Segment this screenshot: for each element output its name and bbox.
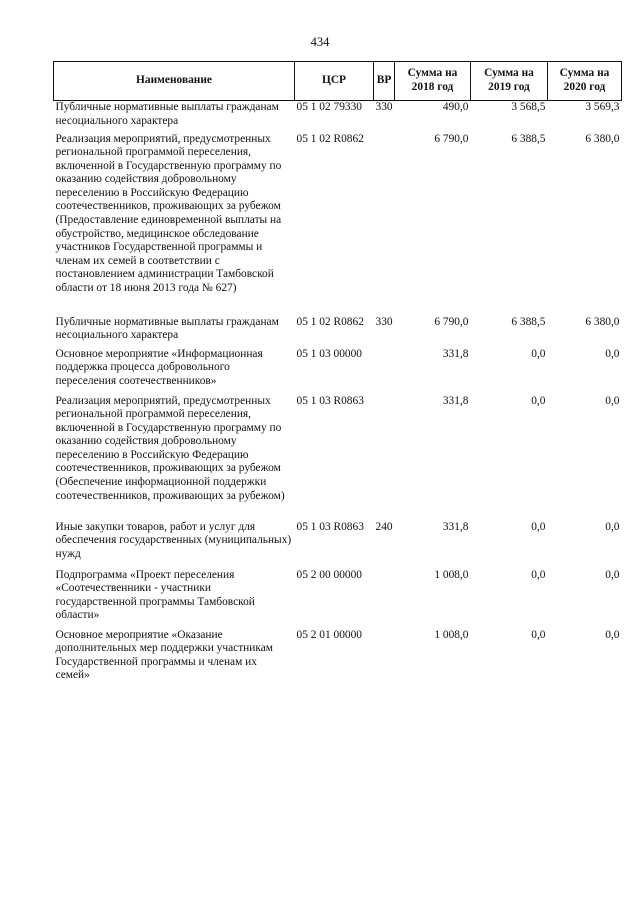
row-csr: 05 1 02 R0862 xyxy=(296,132,364,145)
row-csr: 05 1 03 R0863 xyxy=(296,520,364,533)
row-sum-2020: 3 569,3 xyxy=(585,101,620,113)
row-sum-2019: 0,0 xyxy=(531,628,546,641)
row-csr: 05 2 01 00000 xyxy=(296,628,362,641)
row-sum-2018: 331,8 xyxy=(442,347,469,360)
row-vr xyxy=(374,569,395,629)
row-sum-2019: 0,0 xyxy=(531,394,546,407)
row-sum-2018: 331,8 xyxy=(442,394,469,407)
row-sum-2018: 6 790,0 xyxy=(434,315,469,328)
row-name: Реализация мероприятий, предусмотренных региональной программой переселения, включенной в Государственную программу по оказанию содействия добровольному переселению в Российскую Федерацию соотечественников, проживающих за рубежом (Обеспечение информационной поддержки соотечественников, проживающих за рубежом) xyxy=(55,394,285,502)
row-vr xyxy=(374,348,395,395)
row-sum-2020: 6 380,0 xyxy=(585,132,620,145)
row-sum-2018: 1 008,0 xyxy=(434,568,469,581)
row-name: Публичные нормативные выплаты гражданам несоциального характера xyxy=(55,101,279,127)
row-sum-2020: 0,0 xyxy=(605,568,620,581)
row-sum-2018: 490,0 xyxy=(442,101,469,113)
row-sum-2019: 3 568,5 xyxy=(511,101,546,113)
row-name: Иные закупки товаров, работ и услуг для обеспечения государственных (муниципальных) нужд xyxy=(55,520,292,560)
row-csr: 05 1 03 R0863 xyxy=(296,394,364,407)
header-sum-2018: Сумма на 2018 год xyxy=(395,62,471,101)
table-header xyxy=(54,62,622,101)
row-name: Публичные нормативные выплаты гражданам несоциального характера xyxy=(55,315,279,342)
row-vr: 330 xyxy=(375,315,393,328)
row-name: Реализация мероприятий, предусмотренных региональной программой переселения, включенной в Государственную программу по оказанию содействия добровольному переселению в Российскую Федерацию соотечественников, проживающих за рубежом (Предоставление единовременной выплаты на обустройство, медицинское обследование участников Государственной программы и членам их семей в соответствии с постановлением администрации Тамбовской области от 18 июня 2013 года № 627) xyxy=(55,132,282,295)
row-name: Основное мероприятие «Информационная поддержка процесса добровольного переселения соотечественников» xyxy=(55,347,263,387)
row-vr xyxy=(374,629,395,689)
row-sum-2019: 6 388,5 xyxy=(511,315,546,328)
row-csr: 05 1 03 00000 xyxy=(296,347,362,360)
row-sum-2019: 0,0 xyxy=(531,520,546,533)
table-row xyxy=(54,101,622,133)
header-sum-2019: Сумма на 2019 год xyxy=(471,62,548,101)
row-sum-2019: 0,0 xyxy=(531,347,546,360)
row-sum-2020: 0,0 xyxy=(605,347,620,360)
row-sum-2020: 0,0 xyxy=(605,394,620,407)
table-row xyxy=(54,348,622,395)
row-name: Основное мероприятие «Оказание дополнительных мер поддержки участникам Государственной программы и членам их семей» xyxy=(55,628,274,682)
row-sum-2020: 0,0 xyxy=(605,628,620,641)
table-body xyxy=(54,101,622,689)
row-sum-2018: 331,8 xyxy=(442,520,469,533)
table-row xyxy=(54,629,622,689)
row-sum-2020: 0,0 xyxy=(605,520,620,533)
header-sum-2020: Сумма на 2020 год xyxy=(548,62,622,101)
table-row xyxy=(54,395,622,521)
page-number: 434 xyxy=(310,35,330,49)
row-sum-2019: 6 388,5 xyxy=(511,132,546,145)
header-vr: ВР xyxy=(374,62,395,101)
table-row xyxy=(54,316,622,348)
row-csr: 05 1 02 R0862 xyxy=(296,315,364,328)
row-name: Подпрограмма «Проект переселения «Соотечественники - участники государственной программы Тамбовской области» xyxy=(55,568,255,622)
budget-table xyxy=(53,61,622,689)
row-sum-2020: 6 380,0 xyxy=(585,315,620,328)
header-csr: ЦСР xyxy=(295,62,374,101)
row-vr: 330 xyxy=(375,101,393,113)
header-name: Наименование xyxy=(54,62,295,101)
row-vr xyxy=(374,395,395,521)
table-row xyxy=(54,521,622,569)
row-csr: 05 2 00 00000 xyxy=(296,568,362,581)
row-sum-2018: 1 008,0 xyxy=(434,628,469,641)
row-sum-2019: 0,0 xyxy=(531,568,546,581)
table-row xyxy=(54,569,622,629)
row-vr: 240 xyxy=(375,520,393,533)
table-row xyxy=(54,133,622,316)
row-csr: 05 1 02 79330 xyxy=(296,101,362,113)
row-sum-2018: 6 790,0 xyxy=(434,132,469,145)
row-vr xyxy=(374,133,395,316)
